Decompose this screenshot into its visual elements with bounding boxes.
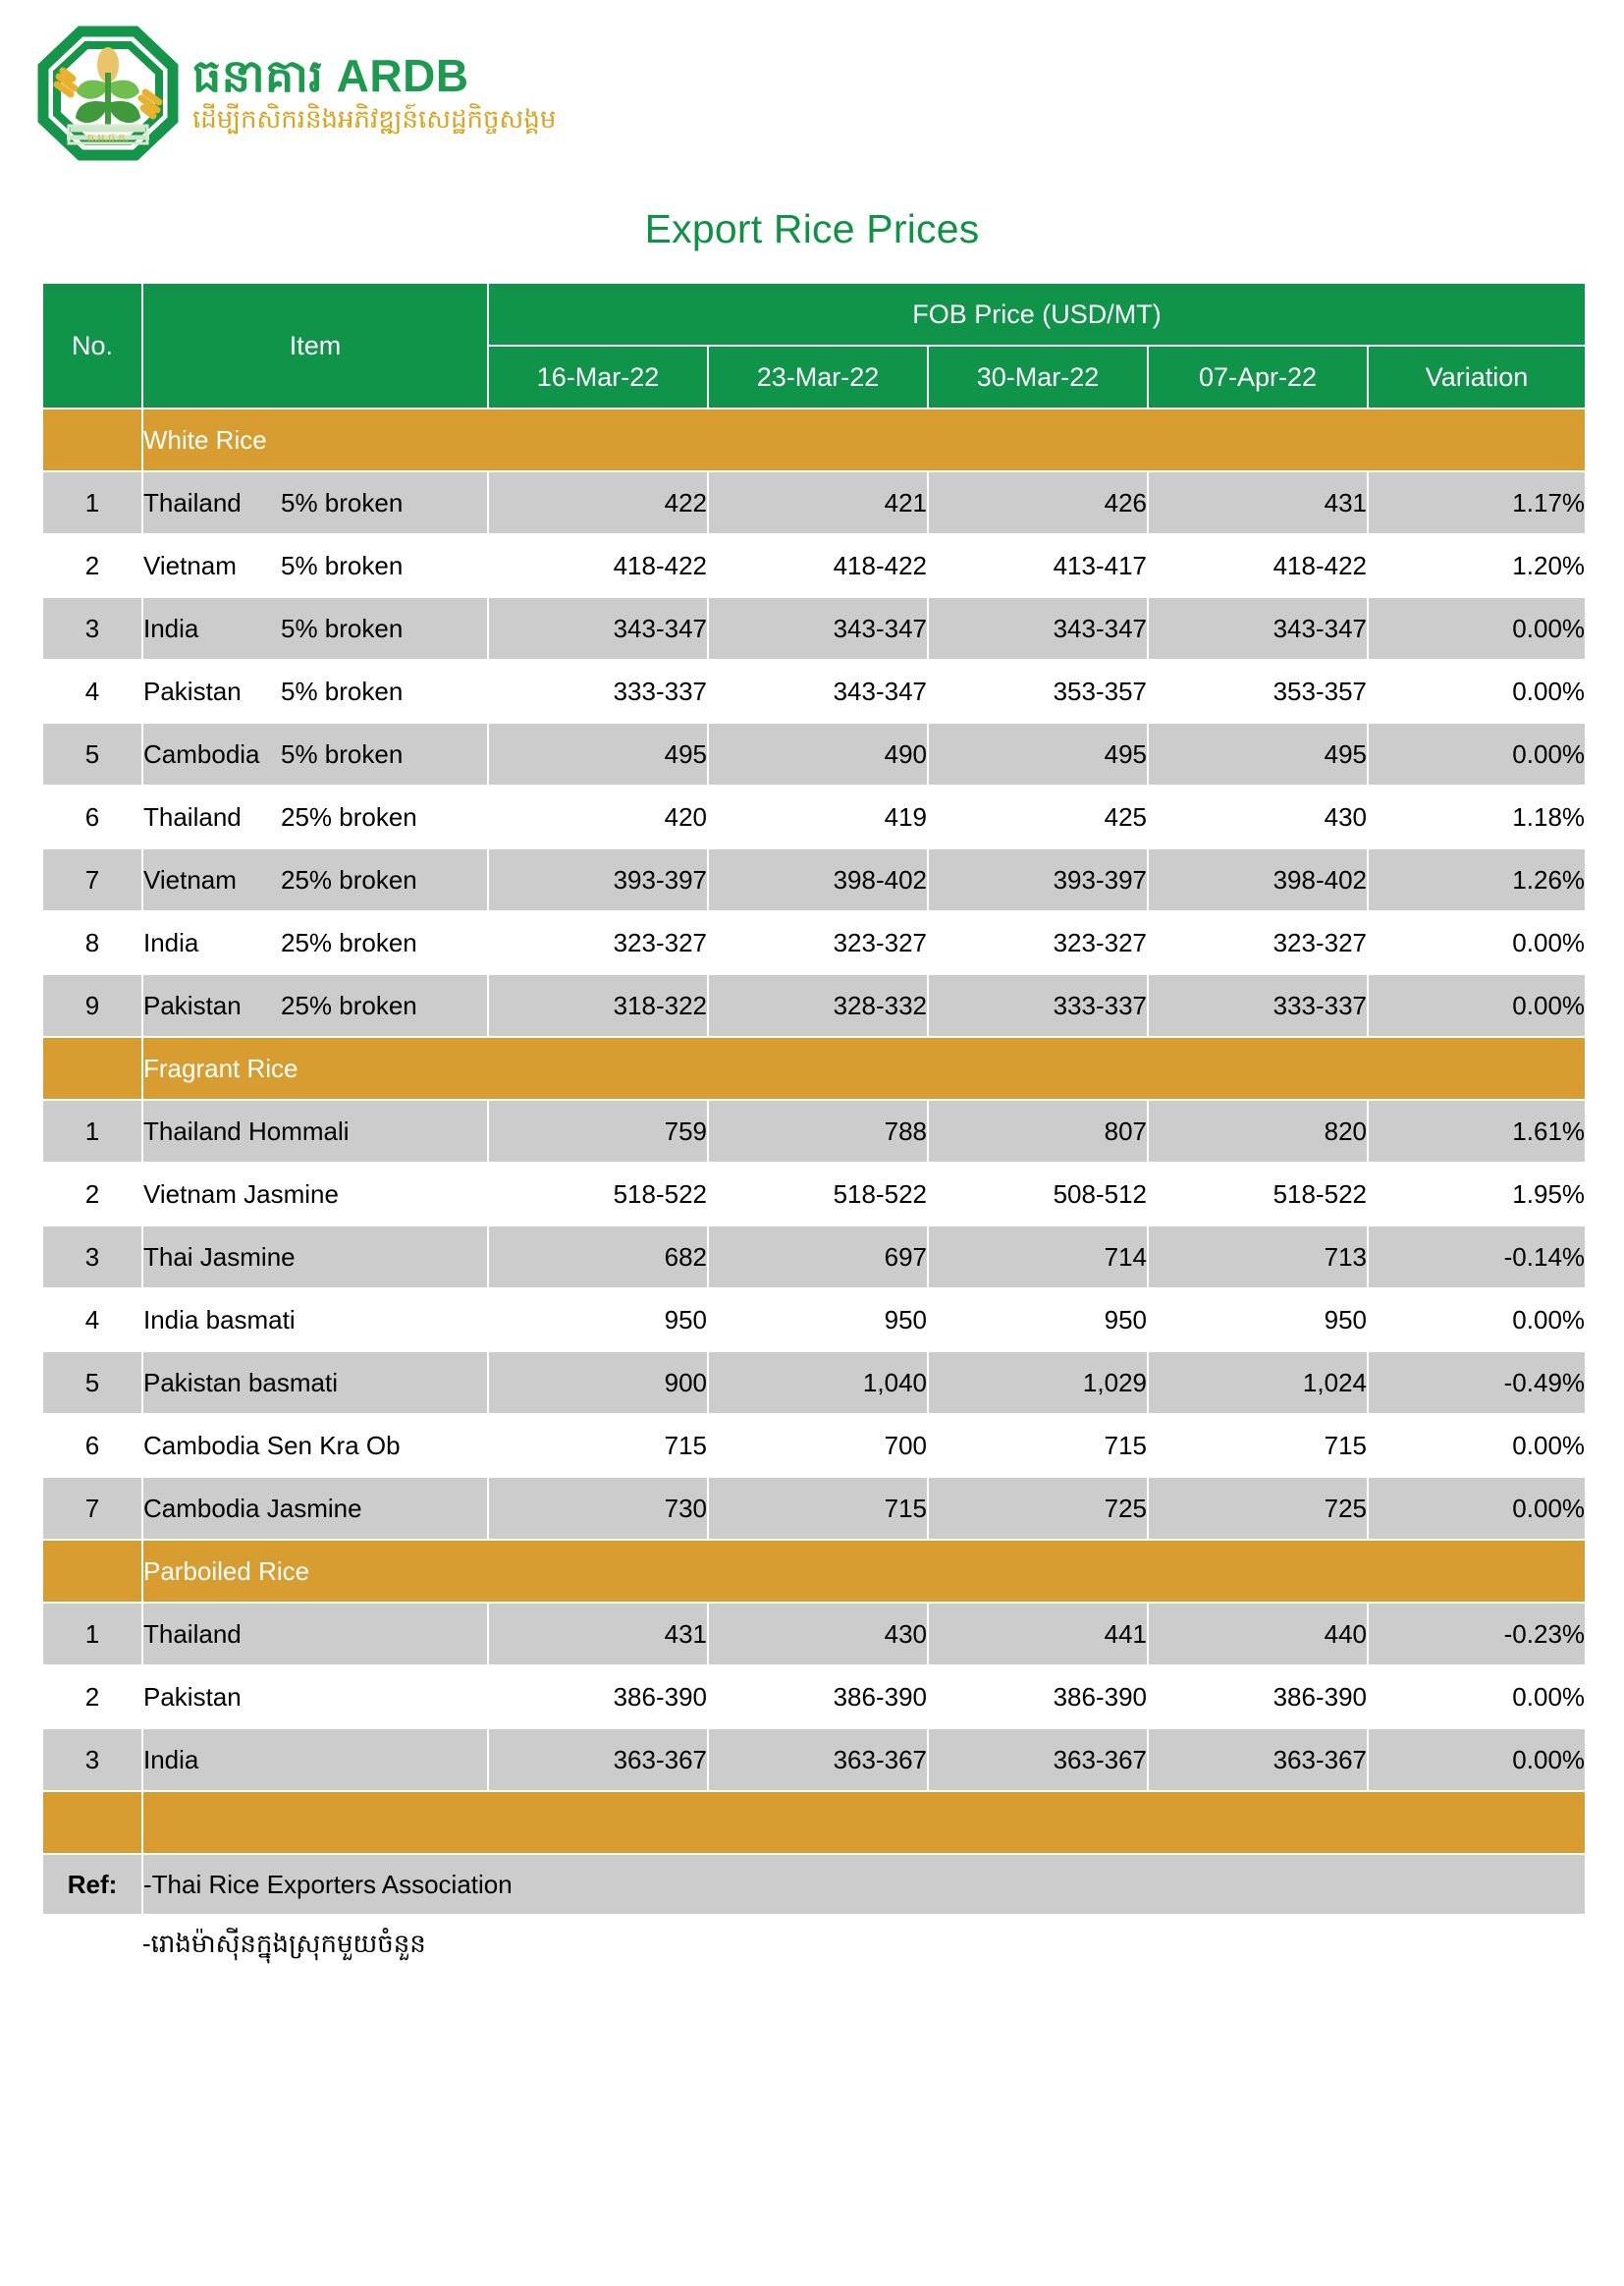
table-body: [42, 408, 1586, 1976]
row-number-cell: 3: [42, 1225, 142, 1288]
row-price-cell-2: 419: [708, 786, 928, 848]
row-price-cell-4: 820: [1148, 1100, 1368, 1163]
row-price-cell-2: 518-522: [708, 1163, 928, 1225]
reference-line-2: -រោងម៉ាស៊ីនក្នុងស្រុកមួយចំនួន: [142, 1915, 1586, 1976]
row-price-cell-1: 495: [488, 723, 708, 786]
row-variation-cell: 0.00%: [1368, 660, 1586, 723]
row-item-cell: Thailand: [142, 1603, 488, 1665]
row-variation-cell: 0.00%: [1368, 1665, 1586, 1728]
col-header-date-2: 23-Mar-22: [708, 346, 928, 408]
row-item-cell: Pakistan: [142, 1665, 488, 1728]
row-price-cell-3: 333-337: [928, 974, 1148, 1037]
row-price-cell-3: 426: [928, 471, 1148, 534]
row-item-grade: 25% broken: [281, 801, 417, 832]
row-number-cell: 8: [42, 911, 142, 974]
row-price-cell-4: 440: [1148, 1603, 1368, 1665]
row-price-cell-3: 714: [928, 1225, 1148, 1288]
row-price-cell-3: 363-367: [928, 1728, 1148, 1791]
row-number-cell: 6: [42, 1414, 142, 1477]
page-title: Export Rice Prices: [644, 206, 980, 251]
col-header-date-4: 07-Apr-22: [1148, 346, 1368, 408]
row-item-country: India: [143, 927, 199, 957]
row-price-cell-4: 518-522: [1148, 1163, 1368, 1225]
table-row: [42, 1477, 1586, 1540]
reference-label: Ref:: [42, 1854, 142, 1915]
row-variation-cell: 1.26%: [1368, 848, 1586, 911]
row-price-cell-4: 430: [1148, 786, 1368, 848]
row-item-grade: 25% broken: [281, 990, 417, 1020]
row-item-grade: 5% broken: [281, 738, 404, 769]
row-price-cell-2: 700: [708, 1414, 928, 1477]
row-item-cell: Cambodia Jasmine: [142, 1477, 488, 1540]
row-price-cell-4: 343-347: [1148, 597, 1368, 660]
row-price-cell-3: 413-417: [928, 534, 1148, 597]
row-number-cell: 1: [42, 471, 142, 534]
row-item-cell: Vietnam Jasmine: [142, 1163, 488, 1225]
row-number-cell: 3: [42, 1728, 142, 1791]
row-item-cell: [142, 786, 488, 848]
row-variation-cell: 0.00%: [1368, 723, 1586, 786]
row-item-cell: Thailand Hommali: [142, 1100, 488, 1163]
col-header-variation: Variation: [1368, 346, 1586, 408]
row-item-cell: Cambodia Sen Kra Ob: [142, 1414, 488, 1477]
reference-row: [42, 1854, 1586, 1915]
row-price-cell-2: 490: [708, 723, 928, 786]
row-variation-cell: 0.00%: [1368, 1414, 1586, 1477]
row-price-cell-1: 420: [488, 786, 708, 848]
row-price-cell-2: 697: [708, 1225, 928, 1288]
row-price-cell-1: 333-337: [488, 660, 708, 723]
section-spacer-cell: [42, 408, 142, 471]
row-number-cell: 2: [42, 534, 142, 597]
row-price-cell-4: 386-390: [1148, 1665, 1368, 1728]
col-header-date-1: 16-Mar-22: [488, 346, 708, 408]
row-item-cell: Thai Jasmine: [142, 1225, 488, 1288]
table-header-row-1: [42, 283, 1586, 346]
price-table-wrap: [0, 282, 1624, 1976]
section-title: White Rice: [142, 408, 1586, 471]
row-price-cell-3: 508-512: [928, 1163, 1148, 1225]
col-header-no: No.: [42, 283, 142, 408]
row-item-cell: [142, 660, 488, 723]
row-price-cell-3: 393-397: [928, 848, 1148, 911]
ardb-logo-icon: [33, 22, 183, 165]
row-price-cell-4: 431: [1148, 471, 1368, 534]
row-number-cell: 1: [42, 1100, 142, 1163]
table-row: [42, 471, 1586, 534]
table-row: [42, 1414, 1586, 1477]
row-price-cell-3: 343-347: [928, 597, 1148, 660]
row-price-cell-1: 386-390: [488, 1665, 708, 1728]
row-price-cell-1: 682: [488, 1225, 708, 1288]
row-price-cell-1: 950: [488, 1288, 708, 1351]
row-price-cell-2: 1,040: [708, 1351, 928, 1414]
row-price-cell-2: 421: [708, 471, 928, 534]
brand-text: [192, 49, 557, 136]
row-variation-cell: 1.18%: [1368, 786, 1586, 848]
row-variation-cell: 1.20%: [1368, 534, 1586, 597]
row-price-cell-1: 900: [488, 1351, 708, 1414]
table-row: [42, 1665, 1586, 1728]
row-item-country: Cambodia: [143, 738, 260, 769]
row-variation-cell: 0.00%: [1368, 1288, 1586, 1351]
row-variation-cell: 1.17%: [1368, 471, 1586, 534]
reference-row-2-spacer: [42, 1915, 142, 1976]
table-row: [42, 911, 1586, 974]
row-item-grade: 5% broken: [281, 550, 404, 580]
section-title: Fragrant Rice: [142, 1037, 1586, 1100]
table-row: [42, 1163, 1586, 1225]
footer-gold-band: [42, 1791, 1586, 1854]
row-price-cell-3: 715: [928, 1414, 1148, 1477]
row-price-cell-1: 318-322: [488, 974, 708, 1037]
row-price-cell-2: 418-422: [708, 534, 928, 597]
row-price-cell-4: 363-367: [1148, 1728, 1368, 1791]
row-item-cell: [142, 597, 488, 660]
row-price-cell-4: 1,024: [1148, 1351, 1368, 1414]
row-item-country: Vietnam: [143, 864, 237, 895]
row-item-country: Vietnam: [143, 550, 237, 580]
row-price-cell-1: 518-522: [488, 1163, 708, 1225]
row-price-cell-3: 725: [928, 1477, 1148, 1540]
row-number-cell: 2: [42, 1665, 142, 1728]
row-item-cell: [142, 911, 488, 974]
row-item-grade: 5% broken: [281, 613, 404, 643]
row-variation-cell: 0.00%: [1368, 1728, 1586, 1791]
table-row: [42, 1288, 1586, 1351]
row-item-cell: India basmati: [142, 1288, 488, 1351]
row-item-grade: 5% broken: [281, 487, 404, 517]
row-variation-cell: 0.00%: [1368, 597, 1586, 660]
row-price-cell-2: 788: [708, 1100, 928, 1163]
row-price-cell-2: 386-390: [708, 1665, 928, 1728]
row-item-grade: 25% broken: [281, 864, 417, 895]
svg-text:ធ.អ.ជ.ក.: ធ.អ.ជ.ក.: [87, 132, 129, 144]
table-row: [42, 1225, 1586, 1288]
row-price-cell-3: 495: [928, 723, 1148, 786]
row-number-cell: 4: [42, 1288, 142, 1351]
export-rice-prices-table: [41, 282, 1587, 1976]
row-price-cell-4: 333-337: [1148, 974, 1368, 1037]
reference-line-1: -Thai Rice Exporters Association: [142, 1854, 1586, 1915]
table-row: [42, 597, 1586, 660]
row-number-cell: 6: [42, 786, 142, 848]
row-price-cell-2: 715: [708, 1477, 928, 1540]
row-item-country: Pakistan: [143, 676, 242, 706]
row-price-cell-3: 353-357: [928, 660, 1148, 723]
table-row: [42, 534, 1586, 597]
row-variation-cell: 1.61%: [1368, 1100, 1586, 1163]
table-row: [42, 660, 1586, 723]
row-price-cell-4: 495: [1148, 723, 1368, 786]
row-price-cell-1: 323-327: [488, 911, 708, 974]
row-number-cell: 4: [42, 660, 142, 723]
row-price-cell-4: 418-422: [1148, 534, 1368, 597]
row-item-cell: Pakistan basmati: [142, 1351, 488, 1414]
row-item-country: Thailand: [143, 801, 242, 832]
row-item-grade: 25% broken: [281, 927, 417, 957]
table-row: [42, 1100, 1586, 1163]
row-item-grade: 5% broken: [281, 676, 404, 706]
col-header-fob-group: FOB Price (USD/MT): [488, 283, 1586, 346]
row-item-country: Pakistan: [143, 990, 242, 1020]
row-price-cell-2: 430: [708, 1603, 928, 1665]
row-price-cell-2: 328-332: [708, 974, 928, 1037]
row-price-cell-1: 715: [488, 1414, 708, 1477]
table-row: [42, 1351, 1586, 1414]
row-price-cell-4: 725: [1148, 1477, 1368, 1540]
row-item-cell: [142, 974, 488, 1037]
row-price-cell-3: 807: [928, 1100, 1148, 1163]
row-number-cell: 3: [42, 597, 142, 660]
row-price-cell-2: 950: [708, 1288, 928, 1351]
row-item-country: India: [143, 613, 199, 643]
row-variation-cell: 0.00%: [1368, 911, 1586, 974]
row-price-cell-4: 353-357: [1148, 660, 1368, 723]
row-price-cell-3: 441: [928, 1603, 1148, 1665]
brand-subtitle: ដើម្បីកសិករនិងអភិវឌ្ឍន៍សេដ្ឋកិច្ចសង្គម: [192, 104, 557, 135]
row-price-cell-1: 343-347: [488, 597, 708, 660]
table-row: [42, 1728, 1586, 1791]
footer-band-spacer: [42, 1791, 142, 1854]
row-price-cell-3: 425: [928, 786, 1148, 848]
section-spacer-cell: [42, 1540, 142, 1603]
col-header-item: Item: [142, 283, 488, 408]
section-header-row: [42, 408, 1586, 471]
brand-title: ធនាគារ ARDB: [192, 49, 469, 101]
row-price-cell-3: 1,029: [928, 1351, 1148, 1414]
row-price-cell-1: 422: [488, 471, 708, 534]
row-price-cell-3: 323-327: [928, 911, 1148, 974]
row-variation-cell: -0.49%: [1368, 1351, 1586, 1414]
row-price-cell-2: 323-327: [708, 911, 928, 974]
row-item-cell: [142, 723, 488, 786]
row-item-country: Thailand: [143, 487, 242, 517]
row-price-cell-1: 431: [488, 1603, 708, 1665]
row-price-cell-4: 950: [1148, 1288, 1368, 1351]
brand-header: [0, 0, 1624, 165]
row-number-cell: 9: [42, 974, 142, 1037]
row-variation-cell: 0.00%: [1368, 974, 1586, 1037]
row-variation-cell: 1.95%: [1368, 1163, 1586, 1225]
row-number-cell: 7: [42, 848, 142, 911]
row-variation-cell: -0.23%: [1368, 1603, 1586, 1665]
row-price-cell-2: 363-367: [708, 1728, 928, 1791]
row-price-cell-1: 759: [488, 1100, 708, 1163]
table-row: [42, 848, 1586, 911]
row-price-cell-4: 323-327: [1148, 911, 1368, 974]
row-price-cell-1: 418-422: [488, 534, 708, 597]
row-item-cell: [142, 471, 488, 534]
row-price-cell-1: 363-367: [488, 1728, 708, 1791]
row-price-cell-3: 950: [928, 1288, 1148, 1351]
row-price-cell-2: 343-347: [708, 597, 928, 660]
row-variation-cell: 0.00%: [1368, 1477, 1586, 1540]
table-row: [42, 1603, 1586, 1665]
col-header-date-3: 30-Mar-22: [928, 346, 1148, 408]
row-number-cell: 5: [42, 1351, 142, 1414]
row-price-cell-2: 343-347: [708, 660, 928, 723]
row-price-cell-4: 713: [1148, 1225, 1368, 1288]
row-number-cell: 1: [42, 1603, 142, 1665]
table-head: [42, 283, 1586, 408]
row-number-cell: 2: [42, 1163, 142, 1225]
row-price-cell-3: 386-390: [928, 1665, 1148, 1728]
reference-row-2: [42, 1915, 1586, 1976]
row-price-cell-1: 393-397: [488, 848, 708, 911]
section-header-row: [42, 1540, 1586, 1603]
row-price-cell-1: 730: [488, 1477, 708, 1540]
table-row: [42, 723, 1586, 786]
row-price-cell-4: 398-402: [1148, 848, 1368, 911]
table-row: [42, 974, 1586, 1037]
section-spacer-cell: [42, 1037, 142, 1100]
row-item-cell: [142, 848, 488, 911]
row-number-cell: 7: [42, 1477, 142, 1540]
table-row: [42, 786, 1586, 848]
row-variation-cell: -0.14%: [1368, 1225, 1586, 1288]
row-price-cell-2: 398-402: [708, 848, 928, 911]
row-item-cell: [142, 534, 488, 597]
footer-band: [142, 1791, 1586, 1854]
section-header-row: [42, 1037, 1586, 1100]
section-title: Parboiled Rice: [142, 1540, 1586, 1603]
row-price-cell-4: 715: [1148, 1414, 1368, 1477]
row-item-cell: India: [142, 1728, 488, 1791]
row-number-cell: 5: [42, 723, 142, 786]
